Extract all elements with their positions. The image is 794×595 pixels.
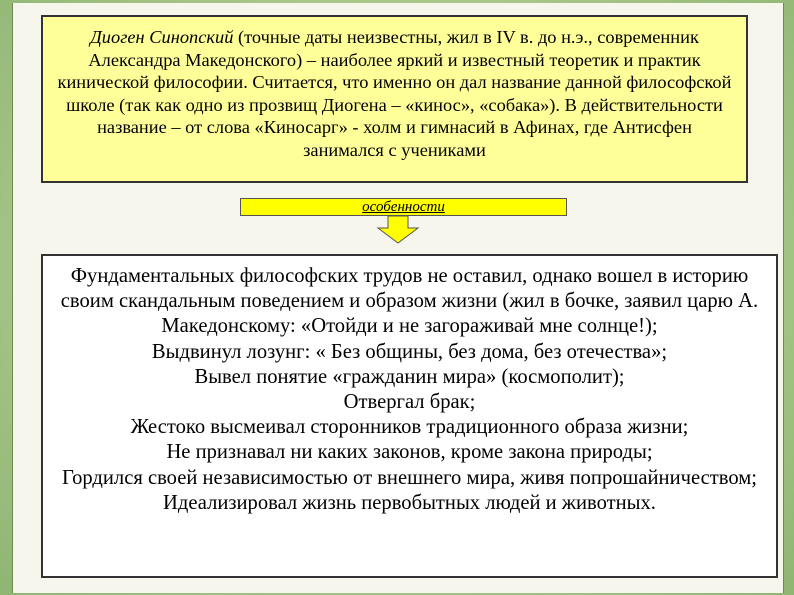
down-arrow-icon [374, 216, 422, 244]
feature-line-8: Идеализировал жизнь первобытных людей и животных. [163, 491, 656, 514]
features-text-box [41, 254, 778, 578]
intro-description: (точные даты неизвестны, жил в IV в. до н.э., современник Александра Македонского) – наиболее яркий и известный теоретик и практик кинической философии. Считается, что именно он дал название данной философской школе (так как одно из прозвищ Диогена – «кинос», «собака»). В действительности название – от слова «Киносарг» - холм и гимнасий в Афинах, где Антисфен занимался с учениками [57, 27, 732, 160]
feature-line-1: Фундаментальных философских трудов не оставил, однако вошел в историю своим скандальным поведением и образом жизни (жил в бочке, заявил царю А. Македонскому: «Отойди и не загораживай мне солнце!); [60, 265, 759, 338]
features-label: особенности [240, 198, 567, 216]
feature-line-6: Не признавал ни каких законов, кроме закона природы; [166, 441, 653, 464]
feature-line-3: Вывел понятие «гражданин мира» (космополит); [194, 365, 625, 388]
intro-text-box [41, 15, 748, 183]
feature-line-4: Отвергал брак; [343, 391, 476, 414]
feature-line-5: Жестоко высмеивал сторонников традиционного образа жизни; [130, 416, 689, 439]
feature-line-2: Выдвинул лозунг: « Без общины, без дома, без отечества»; [151, 340, 668, 363]
philosopher-name: Диоген Синопский [90, 27, 234, 47]
feature-line-7: Гордился своей независимостью от внешнего мира, живя попрошайничеством; [62, 466, 757, 489]
